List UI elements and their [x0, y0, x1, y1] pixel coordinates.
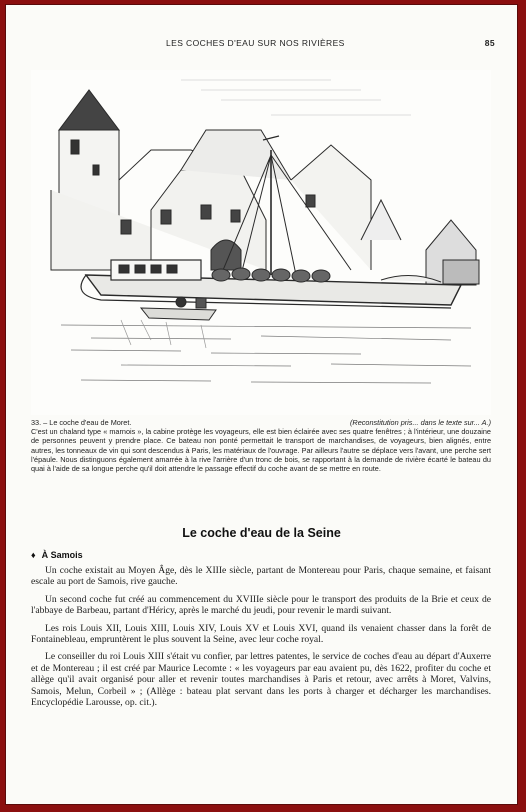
paragraph: Le conseiller du roi Louis XIII s'était vu confier, par lettres patentes, le service de coches d'eau au départ d'Auxerre et de Montereau ; il est créé par Maurice Lecomte : « les voyageurs par eau avaient pu, dès 1622, profiter du coche et allège qu'il avait organisé pour aller et revenir toutes marchandises à Paris et retour, avec arrêts à Moret, Valvins, Samois, Melun, Corbeil » ; (Allège : bateau plat servant dans les ports à charger et décharger les marchandises. Encyclopédie Larousse, op. cit.). — [31, 651, 491, 709]
paragraph: Les rois Louis XII, Louis XIII, Louis XIV, Louis XV et Louis XVI, quand ils venaient chasser dans la forêt de Fontainebleau, empruntèrent le plus souvent la Seine, avec leur coche royal. — [31, 622, 491, 646]
section-title: Le coche d'eau de la Seine — [182, 526, 341, 540]
subheading-text: À Samois — [41, 550, 83, 560]
paragraph: Un second coche fut créé au commencement du XVIIIe siècle pour le transport des produits de la Brie et ceux de l'abbaye de Barbeau, partant d'Héricy, après le marché du jeudi, pour revenir le mardi suivant. — [31, 593, 491, 617]
page-number: 85 — [484, 38, 495, 48]
caption-label: 33. – Le coche d'eau de Moret. — [31, 418, 132, 427]
caption-text: C'est un chaland type « marnois », la cabine protège les voyageurs, elle est bien éclairée avec ses quatre fenêtres ; à l'intérieur, une douzaine de personnes peuvent y prendre place. Ce bateau non ponté permettait le transport de marchandises, de voyageurs, bien alignés, entre autres, les tonneaux de vin qui sont descendus à Paris, les matériaux de l'ouvrage. Par ailleurs l'autre se déplace vers l'avant, une perche sert l'épaule. Nous distinguons également amarrée à la rive l'arrière d'un tronc de bois, se rapportant à la demande de rivière écarté le bateau du quai à l'aide de sa longue perche qu'il doit attendre le passage effectif du coche avant de se mettre en route. — [31, 427, 491, 474]
paragraph: Un coche existait au Moyen Âge, dès le XIIIe siècle, partant de Montereau pour Paris, chaque semaine, et faisant escale au port de Samois, rive gauche. — [31, 565, 491, 588]
body-text — [31, 561, 491, 714]
figure-caption — [31, 418, 491, 473]
diamond-bullet-icon: ♦ — [31, 550, 36, 560]
running-title: LES COCHES D'EAU SUR NOS RIVIÈRES — [166, 38, 345, 48]
illustration-coche-moret — [31, 70, 491, 415]
subheading — [31, 550, 83, 560]
page — [5, 4, 518, 805]
caption-credit: (Reconstitution pris... dans le texte sur... A.) — [350, 418, 491, 427]
